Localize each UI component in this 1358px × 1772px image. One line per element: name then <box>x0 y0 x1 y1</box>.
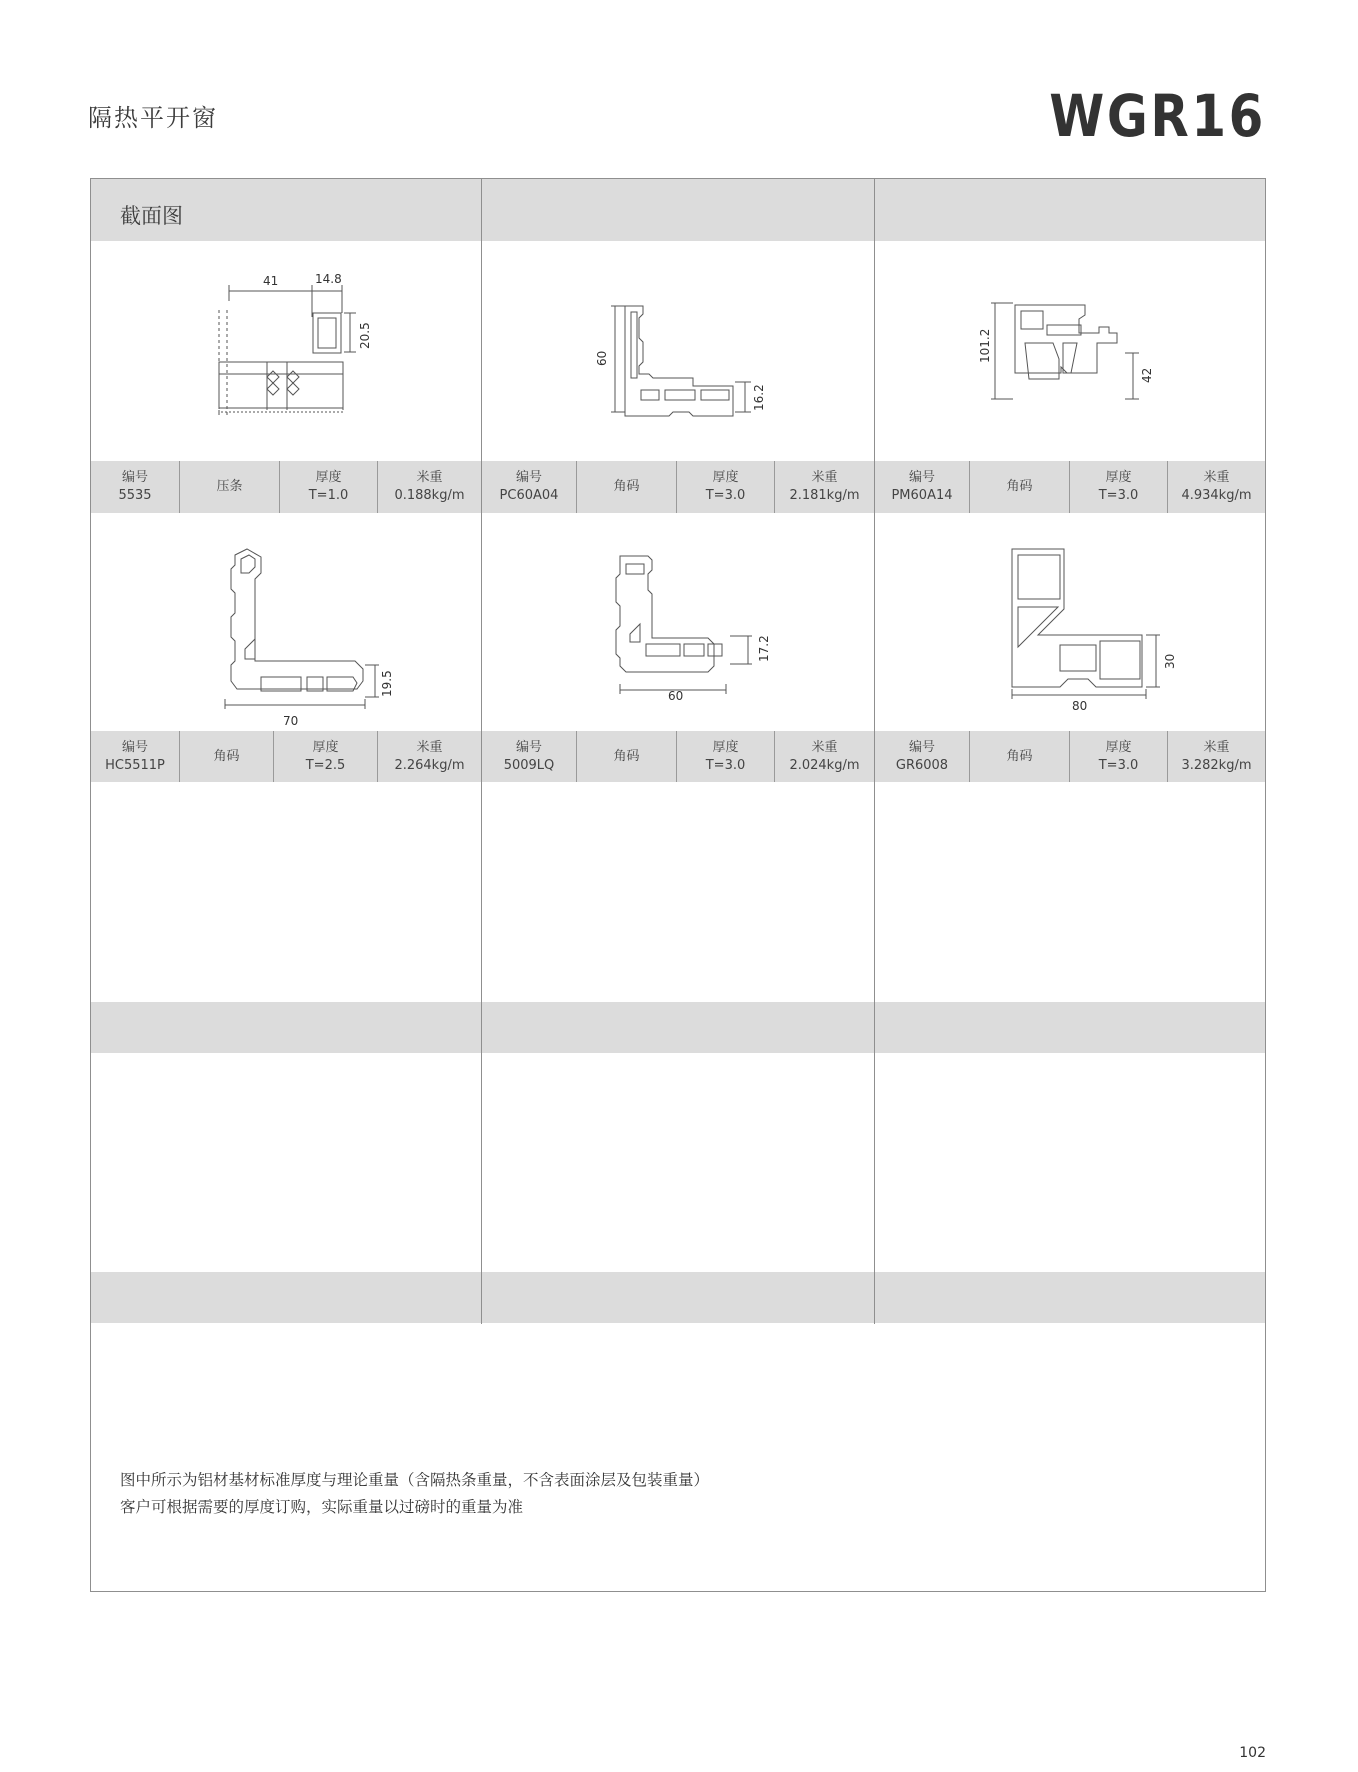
spec-row-PM60A14 <box>875 461 1265 513</box>
dim-label: 60 <box>595 350 609 366</box>
thickness-label: 厚度 <box>312 739 339 755</box>
thickness-label: 厚度 <box>712 739 739 755</box>
model-title: WGR16 <box>1049 82 1266 150</box>
spec-band-row3 <box>91 1002 1265 1053</box>
thickness-label: 厚度 <box>315 470 342 485</box>
footnote-line: 客户可根据需要的厚度订购，实际重量以过磅时的重量为准 <box>120 1498 524 1516</box>
dim-label: 70 <box>283 714 299 728</box>
code-label: 编号 <box>121 470 148 485</box>
weight-label: 米重 <box>416 470 443 485</box>
dim-label: 80 <box>1072 699 1088 713</box>
profile-weight: 0.188kg/m <box>394 488 465 503</box>
profile-thickness: T=2.5 <box>305 757 346 773</box>
spec-row-5009LQ <box>482 731 874 782</box>
spec-band-row4 <box>91 1272 1265 1323</box>
profile-code: 5009LQ <box>503 757 555 773</box>
weight-label: 米重 <box>1203 470 1230 485</box>
page-number: 102 <box>1239 1745 1266 1761</box>
spec-row-GR6008 <box>875 731 1265 782</box>
profile-thickness: T=3.0 <box>705 488 746 503</box>
code-label: 编号 <box>908 470 935 485</box>
dim-label: 41 <box>263 274 279 288</box>
profile-thickness: T=3.0 <box>705 757 746 773</box>
spec-row-PC60A04 <box>482 461 874 513</box>
profile-name: 角码 <box>613 479 640 494</box>
profile-drawing-GR6008 <box>1000 545 1200 715</box>
profile-name: 角码 <box>613 748 640 764</box>
dim-label: 20.5 <box>358 322 372 349</box>
footnote-line: 图中所示为铝材基材标准厚度与理论重量（含隔热条重量，不含表面涂层及包装重量） <box>120 1471 710 1489</box>
code-label: 编号 <box>908 739 935 755</box>
profile-code: GR6008 <box>895 757 949 773</box>
profile-drawing-PC60A04 <box>585 300 775 420</box>
dim-label: 30 <box>1163 653 1177 669</box>
dim-label: 42 <box>1140 367 1154 383</box>
thickness-label: 厚度 <box>1105 470 1132 485</box>
profile-name: 角码 <box>1006 479 1033 494</box>
dim-label: 60 <box>668 689 684 703</box>
thickness-label: 厚度 <box>712 470 739 485</box>
footnote <box>120 1467 709 1521</box>
weight-label: 米重 <box>811 739 838 755</box>
weight-label: 米重 <box>1203 739 1230 755</box>
code-label: 编号 <box>121 739 148 755</box>
profile-thickness: T=3.0 <box>1098 757 1139 773</box>
spec-row-5535 <box>91 461 481 513</box>
profile-name: 角码 <box>1006 748 1033 764</box>
column-divider <box>874 178 875 1324</box>
profile-drawing-PM60A14 <box>978 295 1165 410</box>
spec-row-HC5511P <box>91 731 481 782</box>
profile-thickness: T=1.0 <box>308 488 349 503</box>
profile-weight: 3.282kg/m <box>1181 757 1252 773</box>
profile-code: HC5511P <box>105 757 165 773</box>
dim-label: 16.2 <box>752 384 766 411</box>
code-label: 编号 <box>515 739 542 755</box>
dim-label: 101.2 <box>978 328 992 363</box>
weight-label: 米重 <box>811 470 838 485</box>
category-title: 隔热平开窗 <box>88 104 218 132</box>
header-band <box>91 179 1265 241</box>
profile-drawing-5535 <box>205 265 405 425</box>
code-label: 编号 <box>515 470 542 485</box>
column-divider <box>481 178 482 1324</box>
profile-name: 角码 <box>213 748 240 764</box>
profile-thickness: T=3.0 <box>1098 488 1139 503</box>
profile-weight: 2.181kg/m <box>789 488 860 503</box>
profile-weight: 2.264kg/m <box>394 757 465 773</box>
profile-drawing-5009LQ <box>600 550 780 710</box>
dim-label: 14.8 <box>315 272 342 286</box>
profile-code: 5535 <box>118 488 152 503</box>
profile-weight: 2.024kg/m <box>789 757 860 773</box>
profile-code: PM60A14 <box>891 488 953 503</box>
profile-weight: 4.934kg/m <box>1181 488 1252 503</box>
weight-label: 米重 <box>416 739 443 755</box>
thickness-label: 厚度 <box>1105 739 1132 755</box>
dim-label: 19.5 <box>380 670 394 697</box>
dim-label: 17.2 <box>757 635 771 662</box>
section-label: 截面图 <box>120 204 183 228</box>
profile-name: 压条 <box>216 479 243 494</box>
profile-drawing-HC5511P <box>215 545 395 728</box>
profile-code: PC60A04 <box>499 488 559 503</box>
